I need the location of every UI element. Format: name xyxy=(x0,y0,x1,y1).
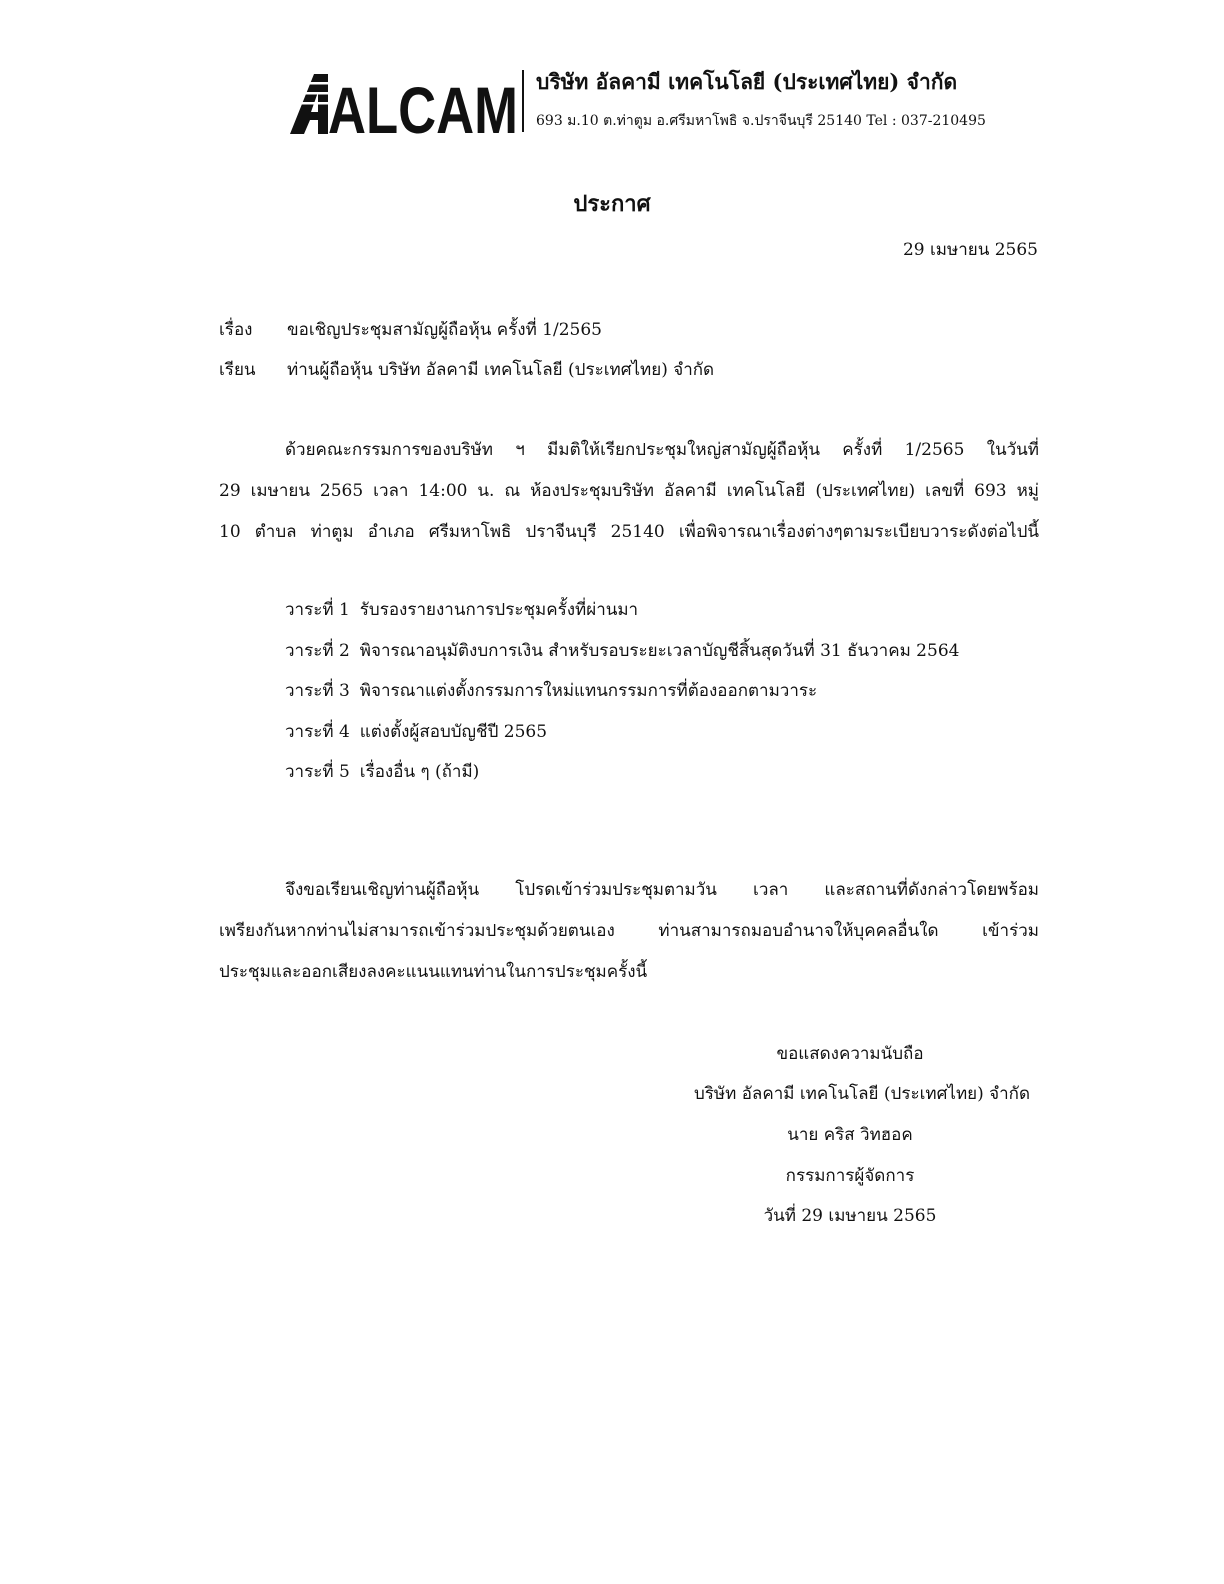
agenda-number: วาระที่ 3 xyxy=(285,681,350,701)
agenda-text: รับรองรายงานการประชุมครั้งที่ผ่านมา xyxy=(359,600,639,620)
agenda-text: เรื่องอื่น ๆ (ถ้ามี) xyxy=(359,762,480,782)
recipient-label: เรียน xyxy=(219,360,256,380)
paragraph-line: 29 เมษายน 2565 เวลา 14:00 น. ณ ห้องประชุมบริษัท อัลคามี เทคโนโลยี (ประเทศไทย) เลขที่ 693 หมู่ xyxy=(219,481,1039,501)
agenda-item xyxy=(285,752,959,793)
signature-date: วันที่ 29 เมษายน 2565 xyxy=(763,1206,937,1226)
paragraph-line: จึงขอเรียนเชิญท่านผู้ถือหุ้น โปรดเข้าร่วมประชุมตามวัน เวลา และสถานที่ดังกล่าวโดยพร้อม xyxy=(285,880,1039,900)
page-title: ประกาศ xyxy=(573,191,651,217)
paragraph-line: ด้วยคณะกรรมการของบริษัท ฯ มีมติให้เรียกประชุมใหญ่สามัญผู้ถือหุ้น ครั้งที่ 1/2565 ในวันที่ xyxy=(285,440,1039,460)
agenda-item xyxy=(285,712,959,753)
subject-text: ขอเชิญประชุมสามัญผู้ถือหุ้น ครั้งที่ 1/2565 xyxy=(287,320,602,340)
signature-closing: ขอแสดงความนับถือ xyxy=(776,1044,924,1064)
subject-row xyxy=(219,316,602,343)
paragraph-line: 10 ตำบล ท่าตูม อำเภอ ศรีมหาโพธิ ปราจีนบุรี 25140 เพื่อพิจารณาเรื่องต่างๆตามระเบียบวาระดังต่อไปนี้ xyxy=(219,522,1039,542)
agenda-list xyxy=(285,590,959,793)
announcement-date: 29 เมษายน 2565 xyxy=(902,240,1038,260)
letterhead-divider xyxy=(522,70,524,132)
intro-paragraph xyxy=(219,430,1039,553)
agenda-text: พิจารณาอนุมัติงบการเงิน สำหรับรอบระยะเวลาบัญชีสิ้นสุดวันที่ 31 ธันวาคม 2564 xyxy=(359,640,960,661)
letterhead xyxy=(290,66,1030,147)
paragraph-line: ประชุมและออกเสียงลงคะแนนแทนท่านในการประชุมครั้งนี้ xyxy=(219,962,648,982)
agenda-text: พิจารณาแต่งตั้งกรรมการใหม่แทนกรรมการที่ต้องออกตามวาระ xyxy=(359,681,818,701)
subject-label: เรื่อง xyxy=(219,320,253,340)
agenda-item xyxy=(285,631,959,672)
agenda-number: วาระที่ 5 xyxy=(285,762,350,782)
paragraph-line: เพรียงกันหากท่านไม่สามารถเข้าร่วมประชุมด้วยตนเอง ท่านสามารถมอบอำนาจให้บุคคลอื่นใด เข้าร่วม xyxy=(219,921,1039,941)
signature-company: บริษัท อัลคามี เทคโนโลยี (ประเทศไทย) จำกัด xyxy=(693,1084,1031,1104)
company-logo xyxy=(290,70,520,147)
agenda-item xyxy=(285,590,959,631)
invitation-paragraph xyxy=(219,870,1039,993)
logo-wordmark: ALCAM xyxy=(328,73,518,147)
recipient-text: ท่านผู้ถือหุ้น บริษัท อัลคามี เทคโนโลยี (ประเทศไทย) จำกัด xyxy=(287,360,715,380)
signature-position: กรรมการผู้จัดการ xyxy=(785,1166,915,1186)
company-address: 693 ม.10 ต.ท่าตูม อ.ศรีมหาโพธิ จ.ปราจีนบุรี 25140 Tel : 037-210495 xyxy=(536,113,986,129)
company-name: บริษัท อัลคามี เทคโนโลยี (ประเทศไทย) จำกัด xyxy=(536,69,958,94)
recipient-row xyxy=(219,356,714,383)
signature-name: นาย คริส วิทฮอค xyxy=(787,1125,913,1145)
agenda-number: วาระที่ 2 xyxy=(285,640,350,661)
agenda-number: วาระที่ 4 xyxy=(285,721,350,742)
agenda-number: วาระที่ 1 xyxy=(285,600,350,620)
agenda-text: แต่งตั้งผู้สอบบัญชีปี 2565 xyxy=(359,721,548,742)
agenda-item xyxy=(285,671,959,712)
